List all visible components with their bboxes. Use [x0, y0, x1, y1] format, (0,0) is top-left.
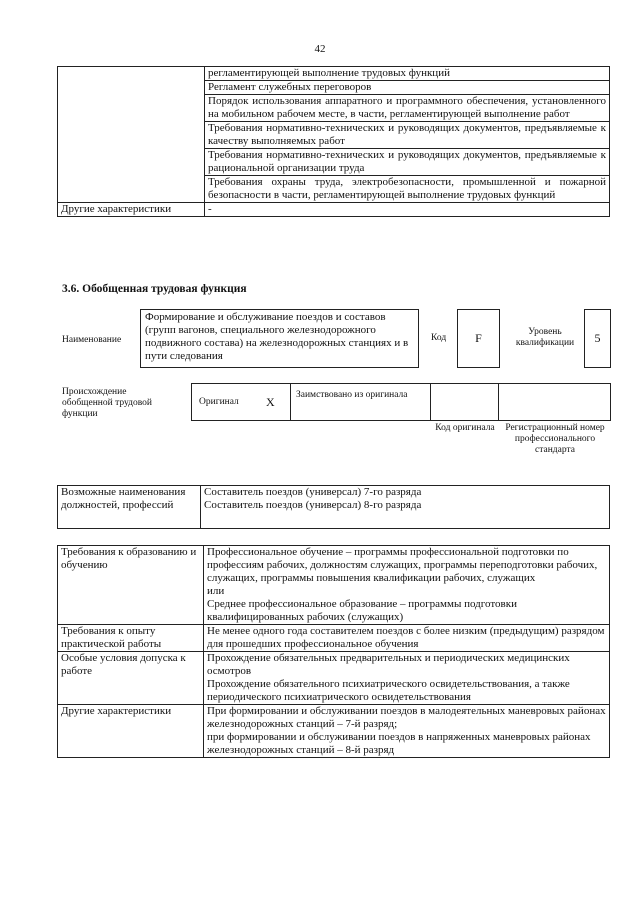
- naming-label: Наименование: [62, 335, 122, 345]
- other-label: Другие характеристики: [58, 705, 204, 758]
- positions-table: [57, 485, 610, 529]
- other-characteristics-label: Другие характеристики: [58, 203, 205, 217]
- table-row: [58, 705, 610, 758]
- admission-value: [204, 652, 610, 705]
- positions-label: Возможные наименования должностей, профессий: [58, 486, 201, 529]
- position-item: Составитель поездов (универсал) 8-го разряда: [204, 499, 422, 511]
- education-label: Требования к образованию и обучению: [58, 546, 204, 625]
- req-line: Профессиональное обучение – программы профессиональной подготовки по профессиям рабочих, должностям служащих, программы переподготовки рабочих, служащих, программы повышения квалификации рабочих, служащих: [207, 546, 598, 584]
- req-line: Не менее одного года составителем поездов с более низким (предыдущим) разрядом для прошедших профессиональное обучения: [207, 625, 605, 650]
- registration-caption: Регистрационный номер профессионального стандарта: [505, 423, 605, 455]
- borrowed-label: Заимствовано из оригинала: [296, 390, 408, 400]
- table-row: [58, 67, 610, 81]
- position-item: Составитель поездов (универсал) 7-го разряда: [204, 486, 422, 498]
- empty-label-cell: [58, 67, 205, 203]
- table-cell: Требования нормативно-технических и руководящих документов, предъявляемые к качеству выполняемых работ: [205, 122, 610, 149]
- req-line: при формировании и обслуживании поездов в напряженных маневровых районах железнодорожных станций – 8-й разряд: [207, 731, 591, 756]
- page-number: 42: [314, 43, 326, 55]
- experience-value: [204, 625, 610, 652]
- table-cell: Регламент служебных переговоров: [205, 81, 610, 95]
- code-box: F: [457, 309, 500, 368]
- positions-list: [201, 486, 610, 529]
- table-cell: Порядок использования аппаратного и программного обеспечения, установленного на мобильном рабочем месте, в части, регламентирующей выполнение работ: [205, 95, 610, 122]
- level-label: Уровень квалификации: [515, 327, 575, 348]
- req-line: Прохождение обязательных предварительных и периодических медицинских осмотров: [207, 652, 570, 677]
- table-row: [58, 486, 610, 529]
- origin-label: Происхождение обобщенной трудовой функции: [62, 387, 152, 419]
- table-cell: Требования нормативно-технических и руководящих документов, предъявляемые к рациональной организации труда: [205, 149, 610, 176]
- table-row: [58, 203, 610, 217]
- req-line: При формировании и обслуживании поездов в малодеятельных маневровых районах железнодорожных станций – 7-й разряд;: [207, 705, 606, 730]
- divider: [290, 383, 291, 421]
- knowledge-table: [57, 66, 610, 217]
- education-value: [204, 546, 610, 625]
- code-original-caption: Код оригинала: [435, 423, 495, 433]
- experience-label: Требования к опыту практической работы: [58, 625, 204, 652]
- req-line: Среднее профессиональное образование – программы подготовки квалифицированных рабочих (служащих): [207, 598, 517, 623]
- table-row: [58, 625, 610, 652]
- origin-box: [191, 383, 611, 421]
- divider: [498, 383, 499, 421]
- other-value: [204, 705, 610, 758]
- divider: [430, 383, 431, 421]
- level-box: 5: [584, 309, 611, 368]
- code-label: Код: [431, 333, 447, 343]
- req-line: или: [207, 585, 225, 597]
- table-row: [58, 546, 610, 625]
- requirements-table: [57, 545, 610, 758]
- req-line: Прохождение обязательного психиатрического освидетельствования, а также периодического психиатрического освидетельствования: [207, 678, 570, 703]
- table-row: [58, 652, 610, 705]
- original-label: Оригинал: [199, 397, 239, 407]
- table-cell: Требования охраны труда, электробезопасности, промышленной и пожарной безопасности в части, регламентирующей выполнение трудовых функций: [205, 176, 610, 203]
- gtf-name-box: Формирование и обслуживание поездов и составов (групп вагонов, специального железнодорожного подвижного состава) на железнодорожных станциях и в пути следования: [140, 309, 419, 368]
- table-cell: регламентирующей выполнение трудовых функций: [205, 67, 610, 81]
- original-mark: X: [266, 395, 275, 409]
- section-title: 3.6. Обобщенная трудовая функция: [62, 283, 247, 295]
- other-characteristics-value: -: [205, 203, 610, 217]
- admission-label: Особые условия допуска к работе: [58, 652, 204, 705]
